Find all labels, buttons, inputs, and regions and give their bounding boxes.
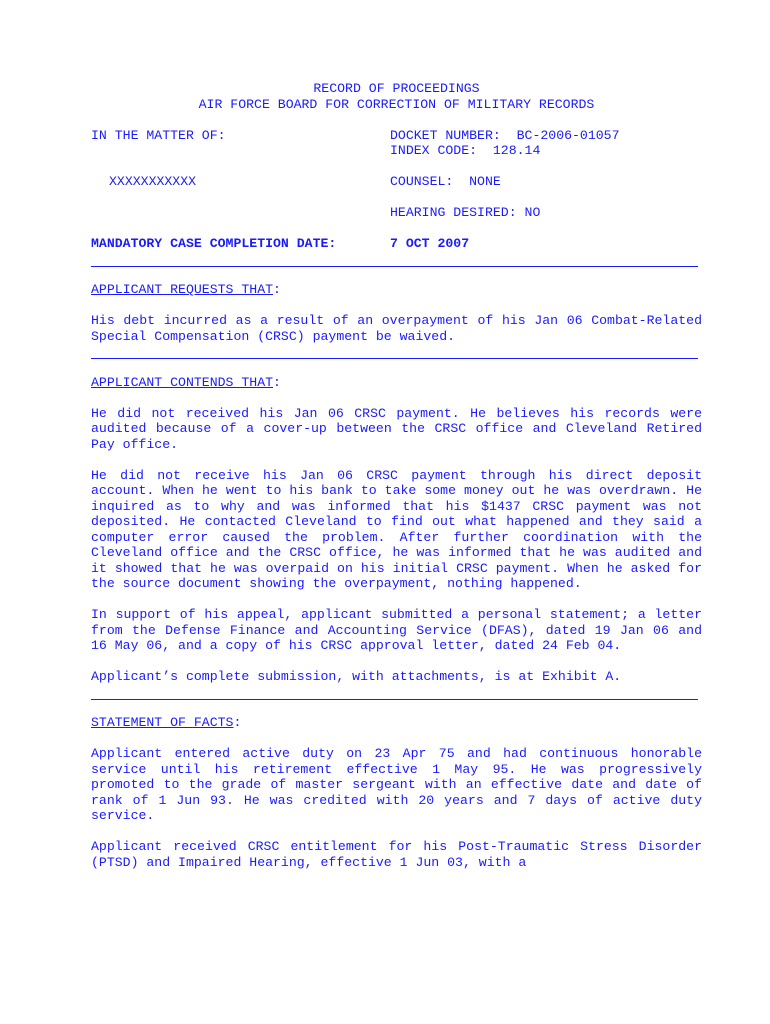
contends-paragraph: Applicant’s complete submission, with attachments, is at Exhibit A.	[91, 669, 622, 684]
requests-paragraph: His debt incurred as a result of an overpayment of his Jan 06 Combat-Related Special Compensation (CRSC) payment be waived.	[91, 313, 702, 344]
section-divider	[91, 252, 698, 267]
hearing-row	[91, 205, 702, 221]
applicant-name: XXXXXXXXXXX	[109, 174, 197, 189]
index-code: INDEX CODE: 128.14	[390, 143, 541, 158]
index-row	[91, 143, 702, 159]
completion-date: 7 OCT 2007	[390, 236, 470, 251]
facts-paragraph: Applicant entered active duty on 23 Apr 75 and had continuous honorable service until his retirement effective 1 May 95. He was progressively promoted to the grade of master sergeant with an effective date and date of rank of 1 Jun 93. He was credited with 20 years and 7 days of active duty service.	[91, 746, 702, 823]
document-page	[91, 81, 702, 870]
matter-label: IN THE MATTER OF:	[91, 127, 226, 143]
requests-heading: APPLICANT REQUESTS THAT:	[91, 282, 281, 297]
facts-heading: STATEMENT OF FACTS:	[91, 715, 242, 730]
contends-heading: APPLICANT CONTENDS THAT:	[91, 374, 281, 390]
hearing-desired: HEARING DESIRED: NO	[390, 205, 541, 220]
counsel-row	[91, 174, 702, 190]
contends-paragraph: In support of his appeal, applicant submitted a personal statement; a letter from the Defense Finance and Accounting Service (DFAS), dated 19 Jan 06 and 16 May 06, and a copy of his CRSC approval letter, dated 24 Feb 04.	[91, 607, 702, 653]
facts-paragraph: Applicant received CRSC entitlement for his Post-Traumatic Stress Disorder (PTSD) and Impaired Hearing, effective 1 Jun 03, with a	[91, 839, 702, 870]
board-title: AIR FORCE BOARD FOR CORRECTION OF MILITARY RECORDS	[198, 96, 595, 112]
section-divider	[91, 344, 698, 359]
contends-paragraph: He did not received his Jan 06 CRSC payment. He believes his records were audited because of a cover-up between the CRSC office and Cleveland Retired Pay office.	[91, 405, 702, 452]
counsel: COUNSEL: NONE	[390, 174, 501, 189]
contends-paragraph: He did not receive his Jan 06 CRSC payment through his direct deposit account. When he went to his bank to take some money out he was overdrawn. He inquired as to why and was informed that his $1437 CRSC payment was not deposited. He contacted Cleveland to find out what happened and they said a computer error caused the problem. After further coordination with the Cleveland office and the CRSC office, he was informed that he was audited and it showed that he was overpaid on his initial CRSC payment. When he asked for the source document showing the overpayment, nothing happened.	[91, 467, 702, 591]
matter-row	[91, 128, 702, 144]
section-divider	[91, 685, 698, 700]
docket-number: DOCKET NUMBER: BC-2006-01057	[390, 127, 620, 143]
record-title: RECORD OF PROCEEDINGS	[313, 81, 480, 96]
completion-row	[91, 236, 702, 252]
completion-label: MANDATORY CASE COMPLETION DATE:	[91, 236, 337, 251]
